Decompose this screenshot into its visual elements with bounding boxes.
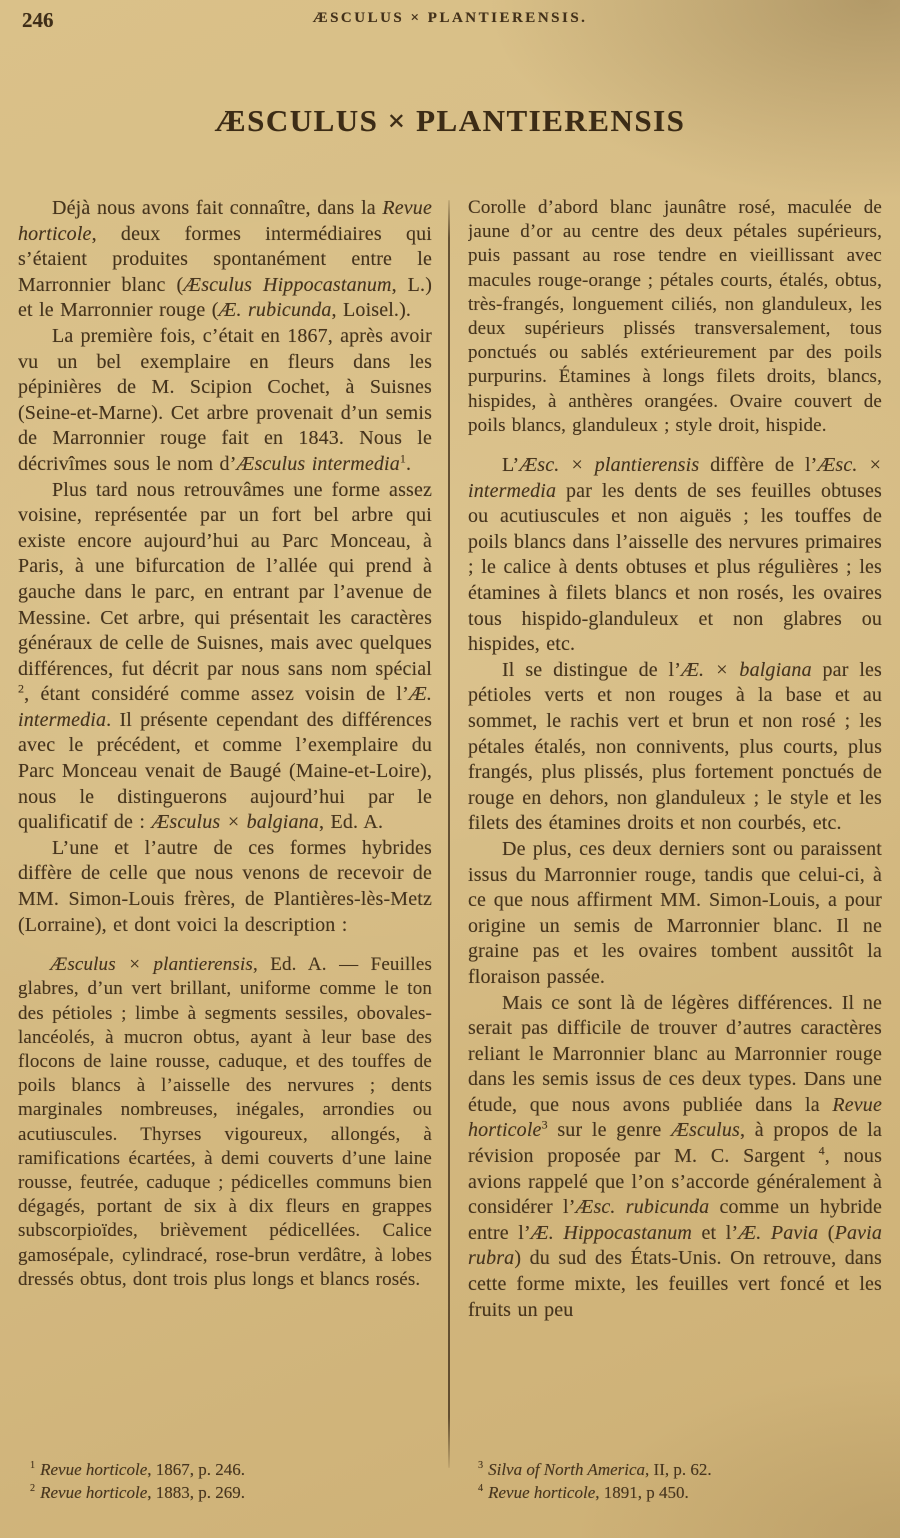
body-text: et l’ bbox=[691, 1221, 739, 1244]
paragraph bbox=[468, 453, 882, 658]
body-text: L’une et l’autre de ces formes hybrides diffère de celle que nous venons de recevoir de MM. Simon-Louis frères, de Plantières-lès-Metz (Lorraine), et dont voici la description : bbox=[18, 836, 432, 936]
body-text: Il se distingue de l’ bbox=[502, 658, 682, 681]
paragraph bbox=[468, 196, 882, 438]
latin-name-text: Æ. rubicunda bbox=[218, 299, 332, 322]
body-text: Mais ce sont là de légères différences. Il ne serait pas difficile de trouver d’autres caractères reliant le Marronnier blanc au Marronnier rouge dans les semis issus de ces deux types. Dans une étude, que nous avons publiée dans la bbox=[468, 991, 882, 1116]
footnote bbox=[30, 1458, 444, 1481]
footnote bbox=[478, 1481, 892, 1504]
latin-name-text: Revue horticole bbox=[488, 1483, 596, 1502]
page-title: ÆSCULUS × PLANTIERENSIS bbox=[214, 103, 686, 138]
footnote bbox=[30, 1481, 444, 1504]
body-text: sur le genre bbox=[547, 1119, 672, 1142]
body-text: , 1867, p. 246. bbox=[147, 1460, 245, 1479]
body-text: ) du sud des États-Unis. On retrouve, dans cette forme mixte, les feuilles vert foncé et les fruits un peu bbox=[468, 1247, 882, 1321]
body-text: par les pétioles verts et non rouges à la base et au sommet, le rachis vert et brun et non rosé ; les pétales étalés, non connivents, plus courts, plus frangés, plus plissés, plus fortement ponctués de rouge en dehors, non glanduleux ; le style et les filets des étamines droits et non courbés, etc. bbox=[468, 658, 882, 835]
footnotes-left bbox=[30, 1458, 444, 1504]
footnote-number: 4 bbox=[478, 1483, 484, 1495]
latin-name-text: Æsculus × balgiana bbox=[151, 811, 319, 834]
latin-name-text: Æsculus intermedia bbox=[236, 452, 400, 475]
latin-name-text: Revue horticole bbox=[18, 197, 432, 245]
body-text: La première fois, c’était en 1867, après avoir vu un bel exemplaire en fleurs dans les pépinières de M. Scipion Cochet, à Suisnes (Seine-et-Marne). Cet arbre provenait d’un semis de Marronnier rouge fait en 1843. Nous le décrivîmes sous le nom d’ bbox=[18, 324, 432, 475]
body-text: , Ed. A. bbox=[318, 811, 384, 834]
body-text: , L.) et le Marronnier rouge ( bbox=[18, 273, 432, 322]
latin-name-text: Æsculus × plantierensis bbox=[50, 954, 253, 976]
paragraph bbox=[468, 837, 882, 991]
latin-name-text: Æ. intermedia bbox=[18, 683, 432, 731]
body-text: , Ed. A. — Feuilles glabres, d’un vert brillant, uniforme comme le ton des pétioles ; limbe à segments sessiles, obovales-lancéolés, à mucron obtus, ayant à leur base des flocons de laine rousse, caduque, et des touffes de poils blancs à l’aisselle des nervures ; dents marginales nombreuses, inégales, arrondies ou acutiuscules. Thyrses vigoureux, allongés, à ramifications écartées, à demi couverts d’une laine rousse, feutrée, caduque ; pédicelles communs bien dégagés, portant de six à dix fleurs en grappes subscorpioïdes, brièvement pédicellées. Calice gamosépale, cylindracé, rose-brun verdâtre, à lobes dressés obtus, dont trois plus longs et blancs rosés. bbox=[18, 954, 432, 1290]
latin-name-text: Revue horticole bbox=[468, 1093, 882, 1142]
body-text: Plus tard nous retrouvâmes une forme assez voisine, représentée par un fort bel arbre qui existe encore aujourd’hui au Parc Monceau, à Paris, à une bifurcation de l’allée qui prend à gauche dans le parc, en entrant par l’avenue de Messine. Cet arbre, qui présentait les caractères généraux de celle de Suisnes, mais avec quelques différences, fut décrit par nous sans nom spécial bbox=[18, 478, 432, 680]
body-text: , 1891, p 450. bbox=[595, 1483, 689, 1502]
running-head: ÆSCULUS × PLANTIERENSIS. bbox=[312, 10, 588, 26]
body-text: . Il présente cependant des différences avec le précédent, et comme l’exemplaire du Parc Monceau venait de Baugé (Maine-et-Loire), nous le distinguerons aujourd’hui par le qualificatif de : bbox=[18, 708, 432, 834]
latin-name-text: Silva of North America bbox=[488, 1460, 646, 1479]
body-text: . bbox=[406, 452, 412, 475]
latin-name-text: Æsculus Hippocastanum bbox=[183, 273, 392, 296]
latin-name-text: Pavia rubra bbox=[468, 1221, 882, 1270]
latin-name-text: Æsculus bbox=[671, 1119, 740, 1142]
body-text: , nous avions rappelé que l’on s’accorde généralement à considérer l’ bbox=[468, 1145, 882, 1219]
footnote-marker: 4 bbox=[818, 1143, 825, 1158]
latin-name-text: Æ. Hippocastanum bbox=[530, 1221, 692, 1244]
latin-name-text: Æ. Pavia bbox=[738, 1221, 819, 1244]
footnote-marker: 3 bbox=[541, 1117, 548, 1132]
left-column bbox=[18, 196, 432, 1454]
paragraph bbox=[468, 991, 882, 1324]
paragraph bbox=[18, 953, 432, 1292]
latin-name-text: Æsc. × intermedia bbox=[468, 454, 882, 502]
footnote-number: 2 bbox=[30, 1483, 36, 1495]
latin-name-text: Revue horticole bbox=[40, 1483, 148, 1502]
footnote-marker: 1 bbox=[399, 451, 407, 466]
footnote bbox=[478, 1458, 892, 1481]
latin-name-text: Æsc. × plantierensis bbox=[519, 454, 700, 477]
paragraph bbox=[18, 478, 432, 836]
paragraph bbox=[18, 196, 432, 324]
body-text: Déjà nous avons fait connaître, dans la bbox=[52, 197, 383, 219]
body-text: , Loisel.). bbox=[331, 299, 412, 322]
body-text: Corolle d’abord blanc jaunâtre rosé, maculée de jaune d’or au centre des deux pétales supérieurs, puis passant au rose tendre en vieillissant avec macules rouge-orange ; pétales courts, étalés, obtus, très-frangés, longuement ciliés, non glanduleux, les deux supérieurs plissés transversalement, tous ponctués ou sablés extérieurement par des poils purpurins. Étamines à longs filets droits, blancs, hispides, à anthères orangées. Ovaire couvert de poils blancs, glanduleux ; style droit, hispide. bbox=[468, 197, 882, 436]
body-text: , à propos de la révision proposée par M. C. Sargent bbox=[468, 1119, 882, 1168]
paragraph bbox=[18, 836, 432, 938]
footnotes-right bbox=[478, 1458, 892, 1504]
footnote-marker: 2 bbox=[18, 681, 25, 696]
paragraph bbox=[468, 658, 882, 837]
body-text: ( bbox=[818, 1221, 835, 1244]
body-text: De plus, ces deux derniers sont ou paraissent issus du Marronnier rouge, tandis que celui-ci, à ce que nous affirment MM. Simon-Louis, a pour origine un semis de Marronnier blanc. Il ne graine pas et les ovaires tombent aussitôt la floraison passée. bbox=[468, 837, 882, 988]
body-text: , étant considéré comme assez voisin de l’ bbox=[24, 683, 409, 706]
column-divider bbox=[448, 200, 450, 1468]
body-text: L’ bbox=[502, 454, 520, 477]
body-text: , deux formes intermédiaires qui s’étaient produites spontanément entre le Marronnier blanc ( bbox=[18, 222, 432, 296]
footnote-number: 3 bbox=[478, 1460, 484, 1472]
body-text: comme un hybride entre l’ bbox=[468, 1196, 882, 1244]
latin-name-text: Revue horticole bbox=[40, 1460, 148, 1479]
body-text: diffère de l’ bbox=[699, 454, 818, 477]
footnote-number: 1 bbox=[30, 1460, 36, 1472]
latin-name-text: Æ. × balgiana bbox=[681, 658, 812, 681]
body-text: , 1883, p. 269. bbox=[147, 1483, 245, 1502]
paragraph bbox=[18, 324, 432, 478]
latin-name-text: Æsc. rubicunda bbox=[575, 1196, 710, 1219]
body-text: , II, p. 62. bbox=[645, 1460, 712, 1479]
right-column bbox=[468, 196, 882, 1454]
body-text: par les dents de ses feuilles obtuses ou acutiuscules et non aiguës ; les touffes de poils blancs dans l’aisselle des nervures primaires ; le calice à dents obtuses et plus régulières ; les étamines à filets blancs et non rosés, les ovaires tous hispido-glanduleux et non glabres ou hispides, etc. bbox=[468, 479, 882, 656]
page-number: 246 bbox=[22, 8, 54, 32]
